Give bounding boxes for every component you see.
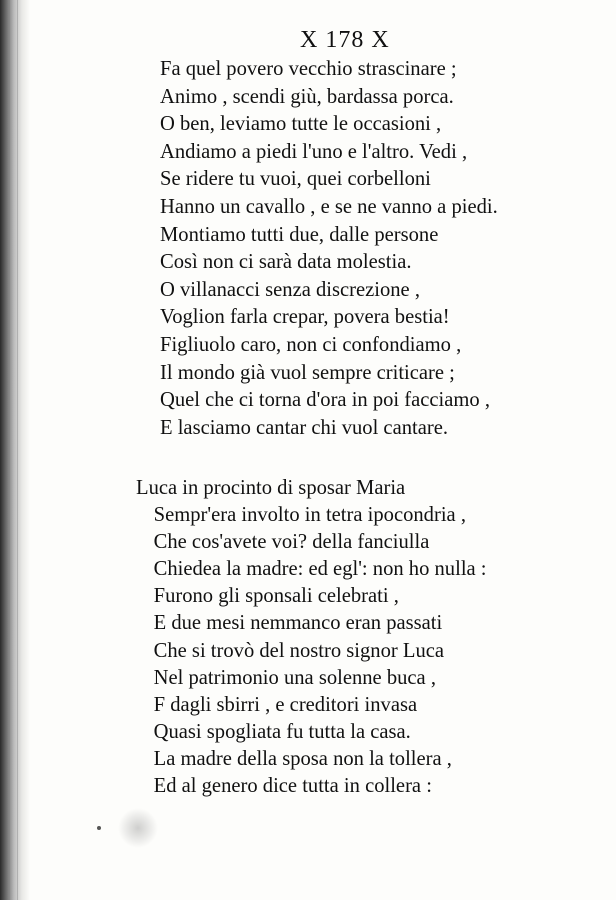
verse-line: Hanno un cavallo , e se ne vanno a piedi. — [160, 193, 498, 218]
stanza-1 — [160, 55, 505, 441]
book-spine-shadow — [0, 0, 30, 900]
verse-line: O ben, leviamo tutte le occasioni , — [160, 111, 442, 136]
verse-line: O villanacci senza discrezione , — [160, 276, 420, 301]
verse-line: Quasi spogliata fu tutta la casa. — [153, 718, 411, 743]
verse-line: Luca in procinto di sposar Maria — [136, 475, 406, 499]
verse-line: Montiamo tutti due, dalle persone — [160, 221, 439, 246]
verse-line: Animo , scendi giù, bardassa porca. — [160, 83, 454, 108]
verse-line: F dagli sbirri , e creditori invasa — [153, 691, 418, 716]
verse-line: Chiedea la madre: ed egl': non ho nulla : — [153, 556, 487, 581]
verse-line: Voglion farla crepar, povera bestia! — [160, 304, 450, 329]
verse-line: Che si trovò del nostro signor Luca — [153, 637, 445, 662]
verse-line: E due mesi nemmanco eran passati — [153, 610, 443, 635]
verse-line: Se ridere tu vuoi, quei corbelloni — [160, 166, 431, 191]
stanza-2 — [136, 474, 494, 799]
verse-line: Che cos'avete voi? della fanciulla — [153, 529, 430, 554]
verse-line: Fa quel povero vecchio strascinare ; — [160, 56, 457, 80]
verse-line: Il mondo già vuol sempre criticare ; — [160, 359, 455, 384]
verse-line: Sempr'era involto in tetra ipocondria , — [153, 502, 466, 527]
ink-dot — [97, 826, 101, 830]
verse-line: E lasciamo cantar chi vuol cantare. — [160, 414, 448, 439]
verse-line: Quel che ci torna d'ora in poi facciamo , — [160, 387, 490, 412]
ink-smudge — [118, 808, 158, 848]
page-number: X 178 X — [300, 27, 390, 53]
spine-crease — [17, 0, 18, 900]
verse-line: Furono gli sponsali celebrati , — [153, 583, 399, 608]
verse-line: Ed al genero dice tutta in collera : — [153, 773, 432, 798]
verse-line: Andiamo a piedi l'uno e l'altro. Vedi , — [160, 138, 468, 163]
verse-line: Nel patrimonio una solenne buca , — [153, 664, 436, 689]
verse-line: Figliuolo caro, non ci confondiamo , — [160, 331, 462, 356]
spine-crease — [9, 0, 10, 900]
verse-line: La madre della sposa non la tollera , — [153, 745, 452, 770]
verse-line: Così non ci sarà data molestia. — [160, 249, 412, 274]
